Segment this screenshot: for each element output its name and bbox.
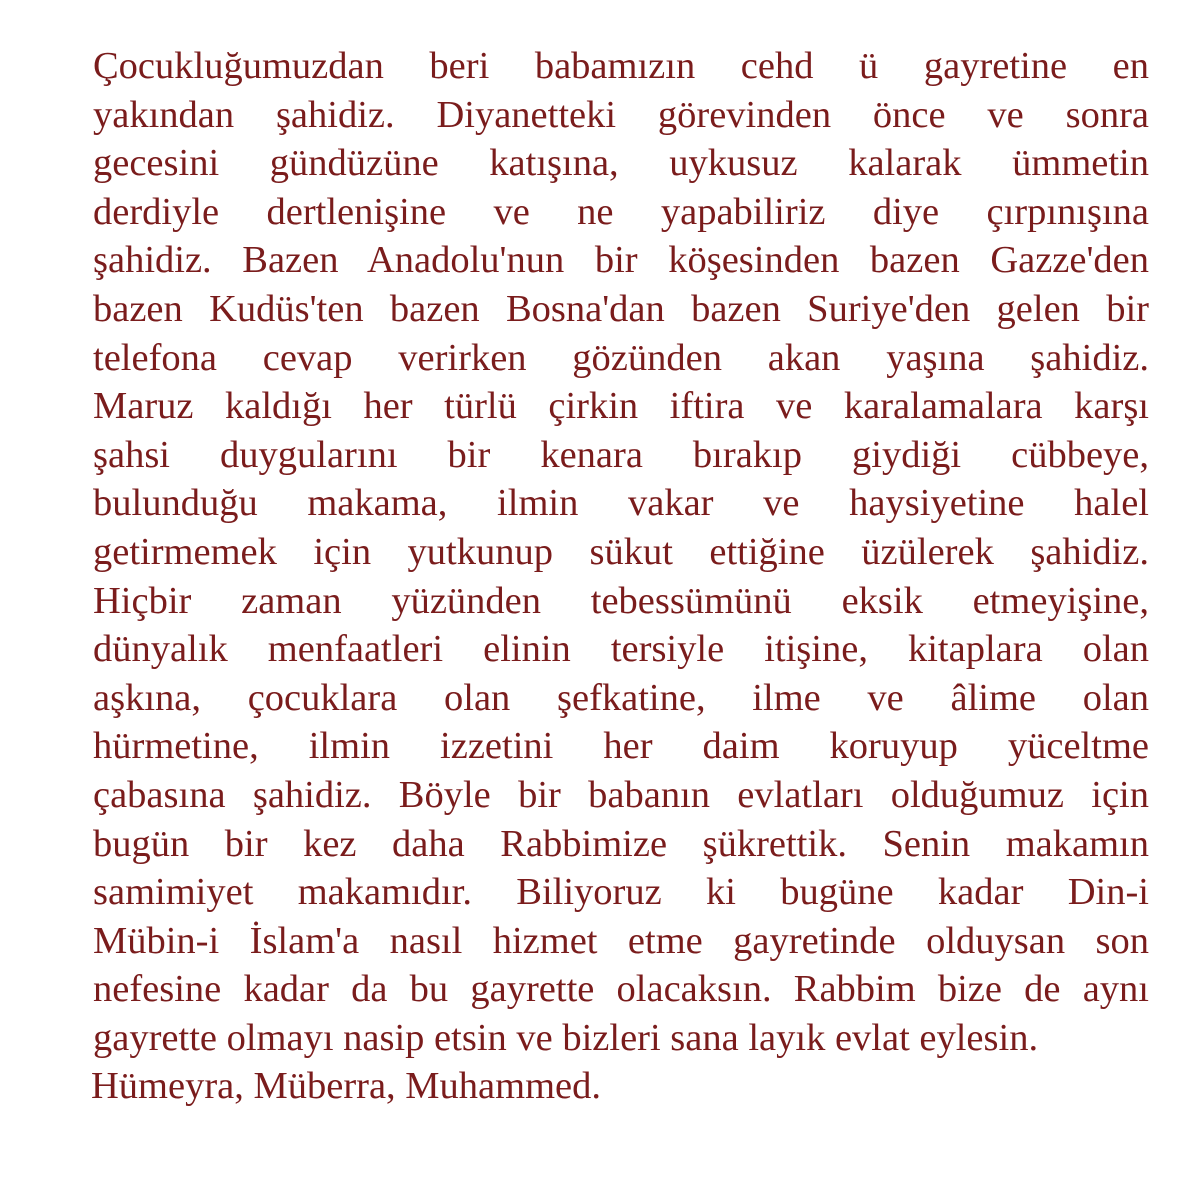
letter-signature: Hümeyra, Müberra, Muhammed. [91, 1065, 601, 1108]
letter-line-2: yakından şahidiz. Diyanetteki görevinden önce ve sonra [93, 93, 1149, 136]
letter-line-19: Mübin-i İslam'a nasıl hizmet etme gayretinde olduysan son [93, 919, 1149, 962]
letter-line-8: Maruz kaldığı her türlü çirkin iftira ve karalamalara karşı [93, 385, 1149, 428]
letter-line-5: şahidiz. Bazen Anadolu'nun bir köşesinden bazen Gazze'den [93, 239, 1149, 282]
letter-body [93, 42, 1149, 1111]
letter-line-15: hürmetine, ilmin izzetini her daim koruyup yüceltme [93, 725, 1149, 768]
letter-line-11: getirmemek için yutkunup sükut ettiğine üzülerek şahidiz. [93, 530, 1149, 573]
letter-line-14: aşkına, çocuklara olan şefkatine, ilme ve âlime olan [93, 676, 1149, 719]
letter-line-18: samimiyet makamıdır. Biliyoruz ki bugüne kadar Din-i [93, 871, 1149, 914]
letter-line-17: bugün bir kez daha Rabbimize şükrettik. Senin makamın [93, 822, 1149, 865]
letter-line-10: bulunduğu makama, ilmin vakar ve haysiyetine halel [93, 482, 1149, 525]
letter-line-1: Çocukluğumuzdan beri babamızın cehd ü gayretine en [93, 45, 1149, 87]
letter-line-16: çabasına şahidiz. Böyle bir babanın evlatları olduğumuz için [93, 773, 1149, 816]
letter-line-12: Hiçbir zaman yüzünden tebessümünü eksik etmeyişine, [93, 579, 1149, 622]
letter-line-13: dünyalık menfaatleri elinin tersiyle itişine, kitaplara olan [93, 628, 1149, 671]
letter-line-4: derdiyle dertlenişine ve ne yapabiliriz diye çırpınışına [93, 190, 1149, 233]
letter-line-20: nefesine kadar da bu gayrette olacaksın. Rabbim bize de aynı [93, 968, 1149, 1011]
letter-line-7: telefona cevap verirken gözünden akan yaşına şahidiz. [93, 336, 1149, 379]
letter-line-21: gayrette olmayı nasip etsin ve bizleri sana layık evlat eylesin. [93, 1016, 1039, 1059]
letter-line-6: bazen Kudüs'ten bazen Bosna'dan bazen Suriye'den gelen bir [93, 287, 1149, 330]
letter-line-3: gecesini gündüzüne katışına, uykusuz kalarak ümmetin [93, 142, 1149, 185]
letter-line-9: şahsi duygularını bir kenara bırakıp giydiği cübbeye, [93, 433, 1149, 476]
